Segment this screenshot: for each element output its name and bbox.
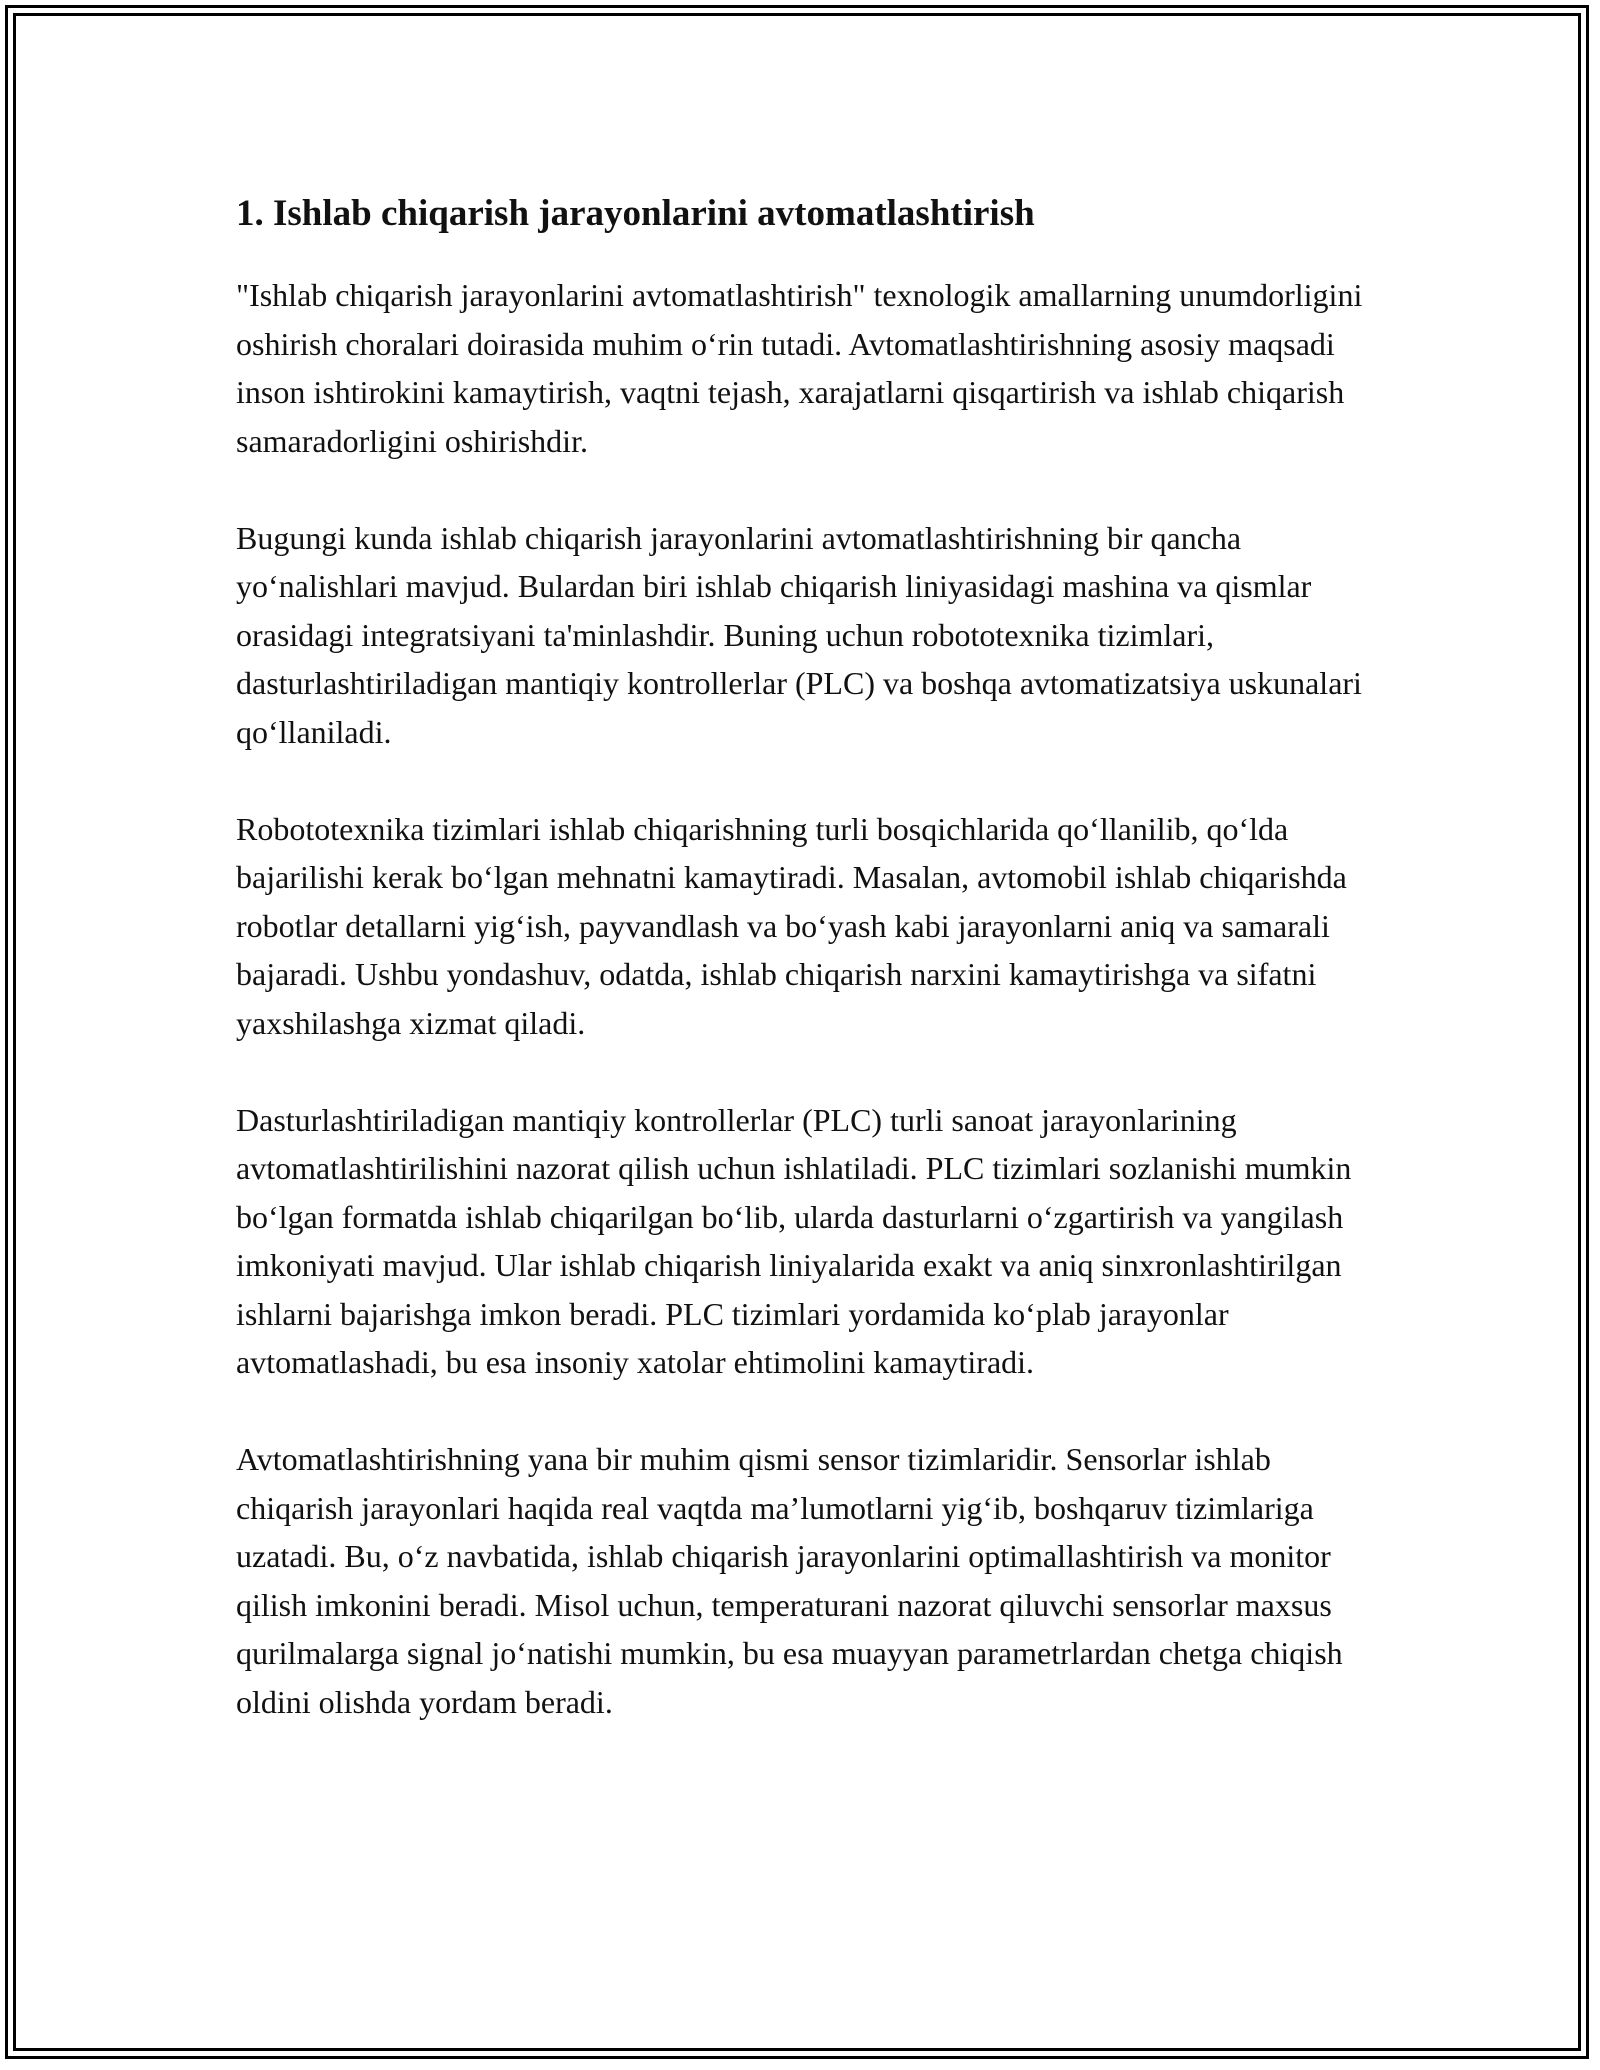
- document-body: [236, 186, 1376, 1775]
- document-title: 1. Ishlab chiqarish jarayonlarini avtomatlashtirish: [236, 193, 1035, 234]
- paragraph-directions: Bugungi kunda ishlab chiqarish jarayonlarini avtomatlashtirishning bir qancha yo‘nalishlari mavjud. Bulardan biri ishlab chiqarish liniyasidagi mashina va qismlar orasidagi integratsiyani ta'minlashdir. Buning uchun robototexnika tizimlari, dasturlashtiriladigan mantiqiy kontrollerlar (PLC) va boshqa avtomatizatsiya uskunalari qo‘llaniladi.: [236, 519, 1362, 750]
- paragraph-sensors: Avtomatlashtirishning yana bir muhim qismi sensor tizimlaridir. Sensorlar ishlab chiqarish jarayonlari haqida real vaqtda ma’lumotlarni yig‘ib, boshqaruv tizimlariga uzatadi. Bu, o‘z navbatida, ishlab chiqarish jarayonlarini optimallashtirish va monitor qilish imkonini beradi. Misol uchun, temperaturani nazorat qiluvchi sensorlar maxsus qurilmalarga signal jo‘natishi mumkin, bu esa muayyan parametrlardan chetga chiqish oldini olishda yordam beradi.: [236, 1441, 1343, 1720]
- paragraph-plc: Dasturlashtiriladigan mantiqiy kontrollerlar (PLC) turli sanoat jarayonlarining avtomatlashtirilishini nazorat qilish uchun ishlatiladi. PLC tizimlari sozlanishi mumkin bo‘lgan formatda ishlab chiqarilgan bo‘lib, ularda dasturlarni o‘zgartirish va yangilash imkoniyati mavjud. Ular ishlab chiqarish liniyalarida exakt va aniq sinxronlashtirilgan ishlarni bajarishga imkon beradi. PLC tizimlari yordamida ko‘plab jarayonlar avtomatlashadi, bu esa insoniy xatolar ehtimolini kamaytiradi.: [236, 1101, 1352, 1380]
- paragraph-intro: "Ishlab chiqarish jarayonlarini avtomatlashtirish" texnologik amallarning unumdorligini oshirish choralari doirasida muhim o‘rin tutadi. Avtomatlashtirishning asosiy maqsadi inson ishtirokini kamaytirish, vaqtni tejash, xarajatlarni qisqartirish va ishlab chiqarish samaradorligini oshirishdir.: [236, 277, 1363, 459]
- paragraph-robotics: Robototexnika tizimlari ishlab chiqarishning turli bosqichlarida qo‘llanilib, qo‘lda bajarilishi kerak bo‘lgan mehnatni kamaytiradi. Masalan, avtomobil ishlab chiqarishda robotlar detallarni yig‘ish, payvandlash va bo‘yash kabi jarayonlarni aniq va samarali bajaradi. Ushbu yondashuv, odatda, ishlab chiqarish narxini kamaytirishga va sifatni yaxshilashga xizmat qiladi.: [236, 810, 1347, 1041]
